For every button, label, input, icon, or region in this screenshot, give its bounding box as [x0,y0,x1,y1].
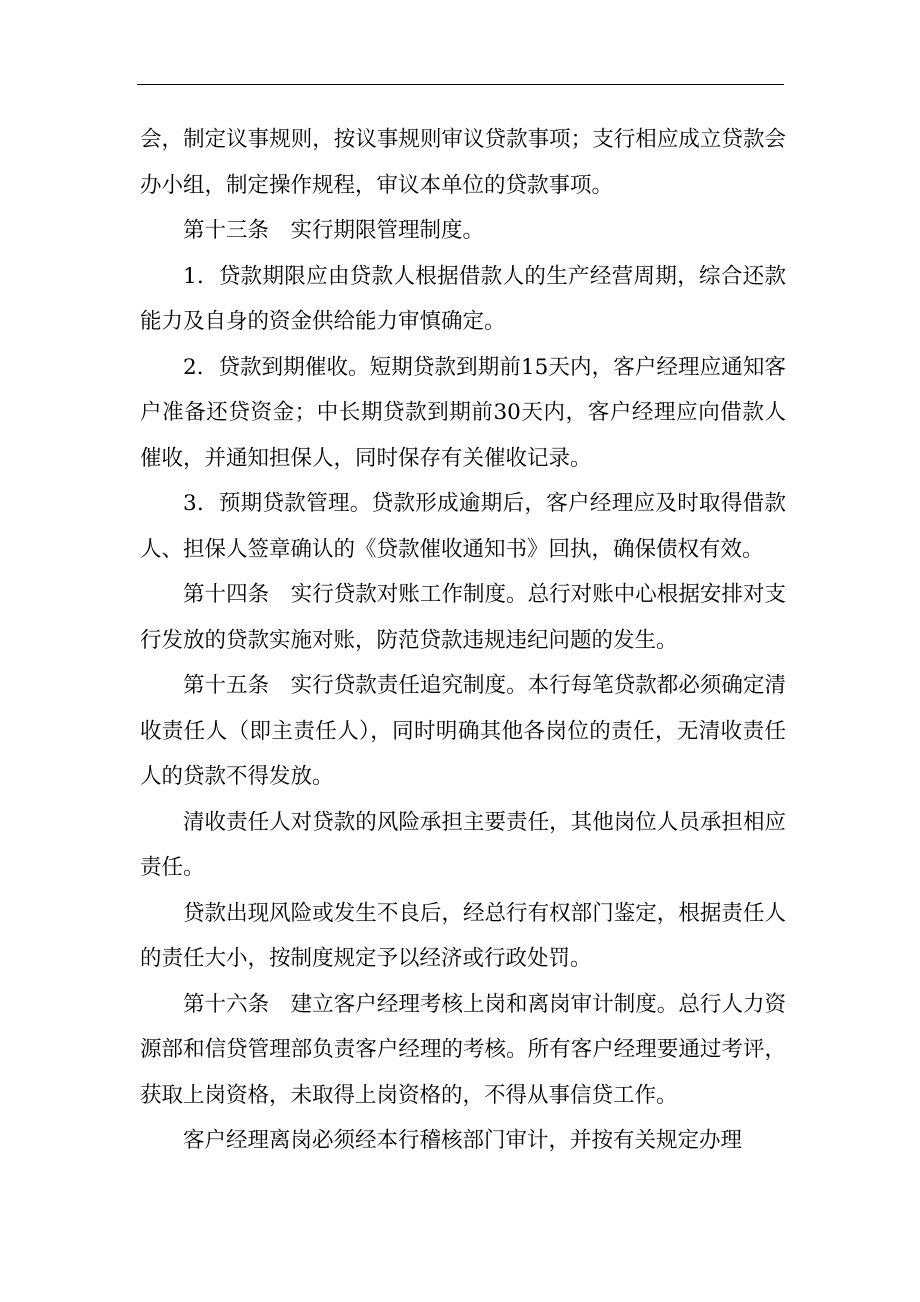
article-13-item-2: 2．贷款到期催收。短期贷款到期前15天内，客户经理应通知客户准备还贷资金；中长期贷款到期前30天内，客户经理应向借款人催收，并通知担保人，同时保存有关催收记录。 [140,354,786,471]
document-body [140,117,786,1164]
article-16-paragraph-2: 客户经理离岗必须经本行稽核部门审计，并按有关规定办理 [183,1128,743,1153]
article-15: 第十五条 实行贷款责任追究制度。本行每笔贷款都必须确定清收责任人（即主责任人），同时明确其他各岗位的责任，无清收责任人的贷款不得发放。 [140,673,786,789]
article-15-paragraph-2: 清收责任人对贷款的风险承担主要责任，其他岗位人员承担相应责任。 [140,809,786,880]
article-16: 第十六条 建立客户经理考核上岗和离岗审计制度。总行人力资源部和信贷管理部负责客户经理的考核。所有客户经理要通过考评，获取上岗资格，未取得上岗资格的，不得从事信贷工作。 [140,991,786,1108]
header-rule [137,84,784,85]
article-13-item-3: 3．预期贷款管理。贷款形成逾期后，客户经理应及时取得借款人、担保人签章确认的《贷款催收通知书》回执，确保债权有效。 [140,491,786,562]
article-15-paragraph-3: 贷款出现风险或发生不良后，经总行有权部门鉴定，根据责任人的责任大小，按制度规定予以经济或行政处罚。 [140,900,786,971]
article-13-heading: 第十三条 实行期限管理制度。 [183,218,485,243]
article-14: 第十四条 实行贷款对账工作制度。总行对账中心根据安排对支行发放的贷款实施对账，防范贷款违规违纪问题的发生。 [140,582,786,653]
paragraph-continuation: 会，制定议事规则，按议事规则审议贷款事项；支行相应成立贷款会办小组，制定操作规程，审议本单位的贷款事项。 [140,127,786,198]
article-13-item-1: 1．贷款期限应由贷款人根据借款人的生产经营周期，综合还款能力及自身的资金供给能力审慎确定。 [140,263,786,334]
